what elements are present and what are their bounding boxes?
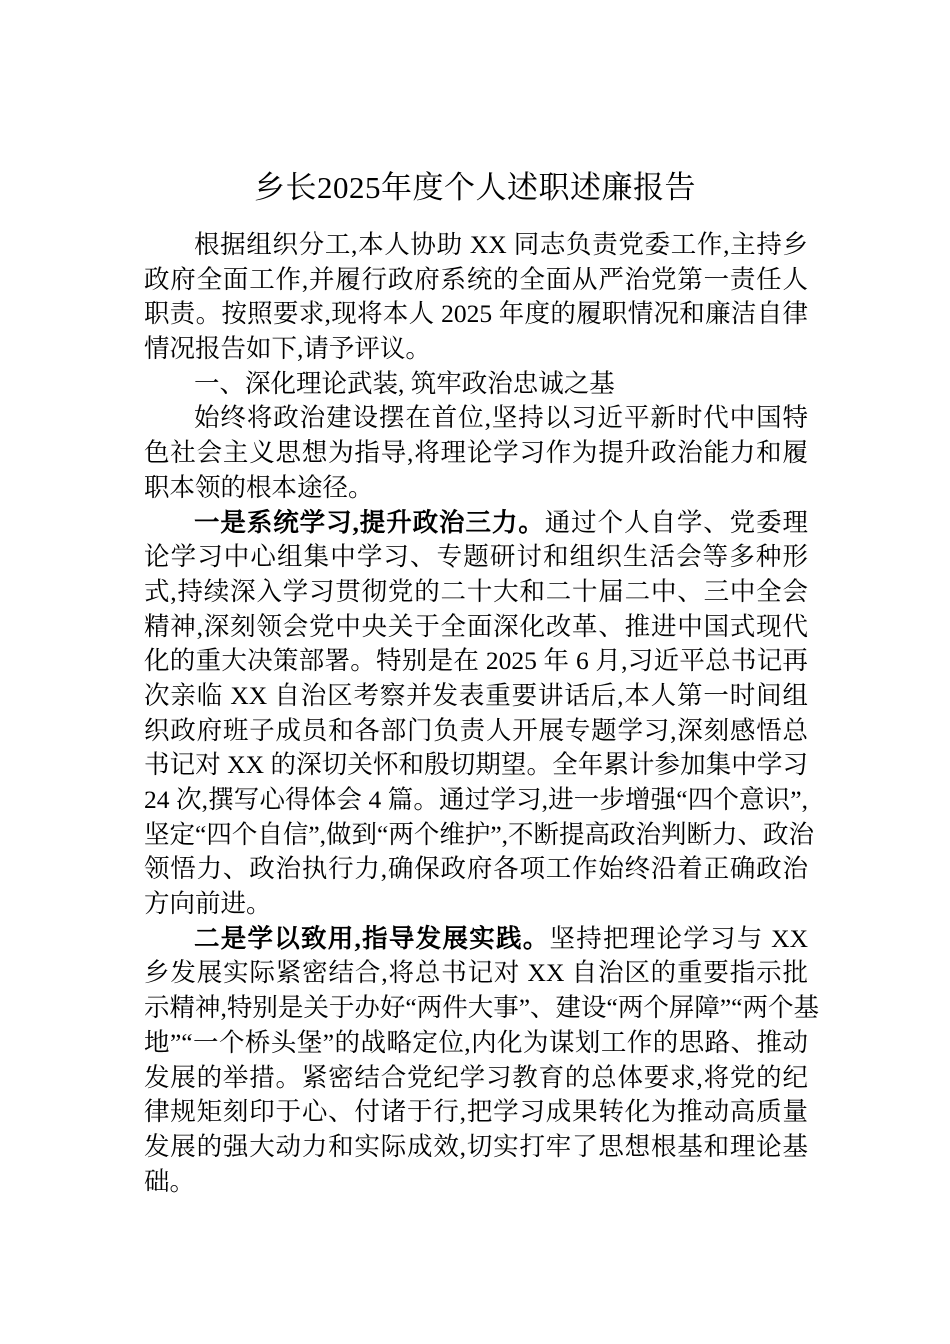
line-text: 次亲临 XX 自治区考察并发表重要讲话后,本人第一时间组 [144, 680, 808, 710]
text-line [144, 575, 808, 610]
text-line [144, 852, 808, 887]
bold-lead-phrase: 二是学以致用,指导发展实践。 [194, 923, 550, 953]
line-text: 通过个人自学、党委理 [544, 507, 808, 537]
text-line [144, 887, 808, 922]
text-line [144, 471, 808, 506]
text-line [144, 1095, 808, 1130]
line-text: 示精神,特别是关于办好“两件大事”、建设“两个屏障”“两个基 [144, 993, 819, 1023]
line-text: 色社会主义思想为指导,将理论学习作为提升政治能力和履 [144, 438, 808, 468]
line-text: 地”“一个桥头堡”的战略定位,内化为谋划工作的思路、推动 [144, 1027, 808, 1057]
line-text: 职本领的根本途径。 [144, 472, 374, 502]
text-line [144, 332, 808, 367]
text-line [144, 263, 808, 298]
line-text: 职责。按照要求,现将本人 2025 年度的履职情况和廉洁自律 [144, 299, 808, 329]
line-text: 式,持续深入学习贯彻党的二十大和二十届二中、三中全会 [144, 576, 808, 606]
text-line [144, 367, 808, 402]
line-text: 方向前进。 [144, 889, 272, 919]
line-text: 坚持把理论学习与 XX [549, 923, 809, 953]
line-text: 一、深化理论武装, 筑牢政治忠诚之基 [194, 368, 615, 398]
line-text: 情况报告如下,请予评议。 [144, 334, 431, 364]
line-text: 织政府班子成员和各部门负责人开展专题学习,深刻感悟总 [144, 715, 808, 745]
text-line [144, 748, 808, 783]
document-title: 乡长2025年度个人述职述廉报告 [254, 170, 696, 205]
line-text: 政府全面工作,并履行政府系统的全面从严治党第一责任人 [144, 264, 808, 294]
line-text: 坚定“四个自信”,做到“两个维护”,不断提高政治判断力、政治 [144, 819, 815, 849]
text-line [144, 610, 808, 645]
text-line [144, 714, 808, 749]
text-line [144, 1061, 808, 1096]
line-text: 发展的强大动力和实际成效,切实打牢了思想根基和理论基 [144, 1131, 808, 1161]
text-line [144, 783, 808, 818]
line-text: 书记对 XX 的深切关怀和殷切期望。全年累计参加集中学习 [144, 750, 808, 780]
text-line [144, 644, 808, 679]
text-line [144, 922, 808, 957]
line-text: 始终将政治建设摆在首位,坚持以习近平新时代中国特 [194, 403, 808, 433]
text-line [144, 679, 808, 714]
text-line [144, 1165, 808, 1200]
text-line [144, 1130, 808, 1165]
text-line [144, 436, 808, 471]
line-text: 精神,深刻领会党中央关于全面深化改革、推进中国式现代 [144, 611, 808, 641]
text-line [144, 228, 808, 263]
line-text: 乡发展实际紧密结合,将总书记对 XX 自治区的重要指示批 [144, 958, 808, 988]
line-text: 化的重大决策部署。特别是在 2025 年 6 月,习近平总书记再 [144, 646, 808, 676]
line-text: 发展的举措。紧密结合党纪学习教育的总体要求,将党的纪 [144, 1062, 808, 1092]
line-text: 论学习中心组集中学习、专题研讨和组织生活会等多种形 [144, 542, 808, 572]
text-line [144, 818, 815, 853]
line-text: 24 次,撰写心得体会 4 篇。通过学习,进一步增强“四个意识”, [144, 785, 808, 814]
line-text: 领悟力、政治执行力,确保政府各项工作始终沿着正确政治 [144, 854, 808, 884]
text-line [144, 956, 808, 991]
line-text: 律规矩刻印于心、付诸于行,把学习成果转化为推动高质量 [144, 1097, 808, 1127]
document-body [144, 228, 819, 1199]
text-line [144, 1026, 808, 1061]
text-line [144, 506, 808, 541]
line-text: 根据组织分工,本人协助 XX 同志负责党委工作,主持乡 [194, 230, 808, 259]
text-line [144, 991, 819, 1026]
text-line [144, 297, 808, 332]
line-text: 础。 [144, 1166, 196, 1196]
text-line [144, 540, 808, 575]
bold-lead-phrase: 一是系统学习,提升政治三力。 [194, 507, 545, 537]
text-line [144, 401, 808, 436]
